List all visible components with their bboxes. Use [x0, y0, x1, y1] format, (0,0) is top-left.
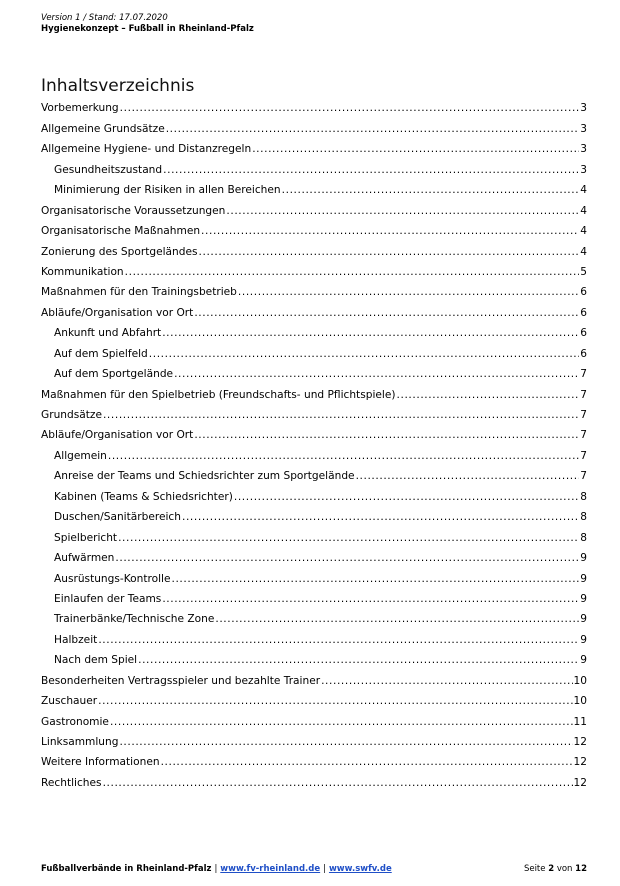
- toc-entry-title: Auf dem Spielfeld: [54, 347, 148, 360]
- toc-leader-dots: [118, 532, 579, 545]
- toc-entry[interactable]: [41, 95, 587, 115]
- toc-entry-title: Aufwärmen: [54, 552, 115, 565]
- toc-entry-title: Abläufe/Organisation vor Ort: [41, 306, 194, 319]
- toc-leader-dots: [234, 491, 579, 504]
- toc-leader-dots: [194, 429, 579, 442]
- toc-entry-page: 4: [580, 225, 587, 238]
- toc-entry[interactable]: [41, 177, 587, 197]
- toc-entry-page: 4: [580, 204, 587, 217]
- toc-leader-dots: [199, 246, 580, 259]
- toc-leader-dots: [174, 368, 579, 381]
- toc-entry-page: 9: [580, 613, 587, 626]
- toc-entry[interactable]: [41, 320, 587, 340]
- toc-leader-dots: [166, 123, 580, 136]
- toc-entry-page: 11: [573, 715, 587, 728]
- toc-entry[interactable]: [41, 136, 587, 156]
- toc-entry-page: 3: [580, 163, 587, 176]
- page-of: von: [556, 864, 573, 874]
- toc-entry-page: 4: [580, 184, 587, 197]
- toc-entry[interactable]: [41, 565, 587, 585]
- page-footer: [41, 864, 587, 875]
- toc-entry-title: Ausrüstungs-Kontrolle: [54, 572, 171, 585]
- table-of-contents: [41, 95, 587, 790]
- toc-entry-title: Maßnahmen für den Trainingsbetrieb: [41, 286, 237, 299]
- toc-entry-page: 12: [573, 776, 587, 789]
- toc-leader-dots: [201, 225, 579, 238]
- toc-entry-page: 9: [580, 633, 587, 646]
- toc-leader-dots: [226, 205, 579, 218]
- toc-entry-page: 6: [580, 306, 587, 319]
- toc-entry[interactable]: [41, 524, 587, 544]
- toc-leader-dots: [163, 164, 579, 177]
- toc-entry-title: Kabinen (Teams & Schiedsrichter): [54, 490, 233, 503]
- toc-entry-title: Weitere Informationen: [41, 756, 160, 769]
- toc-entry[interactable]: [41, 708, 587, 728]
- toc-entry[interactable]: [41, 688, 587, 708]
- toc-entry-page: 3: [580, 143, 587, 156]
- toc-leader-dots: [125, 266, 580, 279]
- toc-entry[interactable]: [41, 545, 587, 565]
- footer-link-swfv[interactable]: www.swfv.de: [328, 864, 392, 874]
- toc-entry[interactable]: [41, 361, 587, 381]
- toc-leader-dots: [119, 736, 572, 749]
- toc-leader-dots: [98, 695, 572, 708]
- footer-separator: |: [323, 864, 326, 874]
- toc-entry[interactable]: [41, 463, 587, 483]
- toc-entry-page: 7: [580, 470, 587, 483]
- toc-entry[interactable]: [41, 769, 587, 789]
- toc-entry[interactable]: [41, 647, 587, 667]
- toc-entry-title: Organisatorische Voraussetzungen: [41, 204, 226, 217]
- toc-entry-title: Zuschauer: [41, 695, 98, 708]
- toc-entry-page: 8: [580, 490, 587, 503]
- toc-entry-title: Abläufe/Organisation vor Ort: [41, 429, 194, 442]
- toc-leader-dots: [194, 307, 579, 320]
- toc-entry-title: Minimierung der Risiken in allen Bereichen: [54, 184, 281, 197]
- toc-entry[interactable]: [41, 402, 587, 422]
- footer-separator: |: [214, 864, 218, 874]
- toc-leader-dots: [103, 409, 579, 422]
- toc-leader-dots: [182, 511, 579, 524]
- toc-leader-dots: [103, 777, 573, 790]
- toc-entry-title: Halbzeit: [54, 633, 98, 646]
- toc-entry-page: 9: [580, 654, 587, 667]
- toc-entry[interactable]: [41, 299, 587, 319]
- toc-entry-page: 7: [580, 449, 587, 462]
- toc-entry-title: Duschen/Sanitärbereich: [54, 511, 181, 524]
- toc-entry-page: 9: [580, 572, 587, 585]
- toc-entry[interactable]: [41, 504, 587, 524]
- document-title: Hygienekonzept – Fußball in Rheinland-Pfalz: [41, 24, 254, 34]
- toc-entry[interactable]: [41, 156, 587, 176]
- page-current: 2: [548, 864, 555, 874]
- toc-entry-title: Organisatorische Maßnahmen: [41, 225, 201, 238]
- toc-leader-dots: [356, 470, 580, 483]
- version-stamp: Version 1 / Stand: 17.07.2020: [41, 13, 168, 23]
- toc-entry-page: 8: [580, 531, 587, 544]
- toc-entry-page: 9: [580, 592, 587, 605]
- toc-entry[interactable]: [41, 442, 587, 462]
- page-total: 12: [575, 864, 587, 874]
- toc-entry-title: Rechtliches: [41, 776, 102, 789]
- toc-heading: Inhaltsverzeichnis: [41, 76, 195, 96]
- toc-entry-page: 12: [573, 756, 587, 769]
- toc-entry-title: Zonierung des Sportgeländes: [41, 245, 198, 258]
- toc-entry-title: Ankunft und Abfahrt: [54, 327, 162, 340]
- toc-leader-dots: [110, 716, 573, 729]
- toc-entry-title: Auf dem Sportgelände: [54, 368, 174, 381]
- toc-leader-dots: [161, 756, 573, 769]
- toc-entry-title: Grundsätze: [41, 409, 102, 421]
- toc-entry-page: 7: [580, 429, 587, 442]
- toc-leader-dots: [238, 286, 579, 299]
- toc-entry-page: 3: [580, 102, 587, 115]
- page-prefix: Seite: [523, 864, 546, 874]
- toc-entry-title: Anreise der Teams und Schiedsrichter zum Sportgelände: [54, 470, 355, 483]
- toc-entry-title: Linksammlung: [41, 736, 119, 748]
- toc-entry-title: Kommunikation: [41, 265, 124, 278]
- toc-entry-title: Gesundheitszustand: [54, 163, 163, 176]
- toc-entry-page: 4: [580, 245, 587, 258]
- toc-entry-title: Einlaufen der Teams: [54, 592, 162, 605]
- toc-entry-page: 6: [580, 327, 587, 340]
- toc-leader-dots: [108, 450, 579, 463]
- toc-entry-title: Allgemeine Grundsätze: [41, 122, 165, 135]
- toc-entry[interactable]: [41, 586, 587, 606]
- toc-leader-dots: [120, 102, 580, 115]
- toc-leader-dots: [215, 613, 579, 626]
- toc-entry-title: Vorbemerkung: [41, 102, 119, 115]
- toc-entry-title: Spielbericht: [54, 531, 118, 544]
- footer-link-fv-rheinland[interactable]: www.fv-rheinland.de: [220, 864, 321, 874]
- toc-entry-page: 6: [580, 347, 587, 360]
- toc-entry[interactable]: [41, 218, 587, 238]
- toc-entry-page: 6: [580, 286, 587, 299]
- toc-leader-dots: [321, 675, 572, 688]
- toc-entry-title: Maßnahmen für den Spielbetrieb (Freundschafts- und Pflichtspiele): [41, 388, 396, 401]
- toc-entry-page: 7: [580, 388, 587, 401]
- toc-entry-page: 5: [580, 265, 587, 278]
- toc-entry[interactable]: [41, 422, 587, 442]
- toc-entry-title: Allgemein: [54, 449, 107, 462]
- toc-entry[interactable]: [41, 259, 587, 279]
- page-number: [524, 864, 587, 875]
- toc-entry-title: Besonderheiten Vertragsspieler und bezahlte Trainer: [41, 674, 321, 687]
- toc-entry[interactable]: [41, 340, 587, 360]
- toc-leader-dots: [138, 654, 579, 667]
- toc-entry[interactable]: [41, 729, 587, 749]
- toc-leader-dots: [162, 327, 579, 340]
- toc-entry-page: 10: [573, 695, 587, 708]
- toc-entry-page: 3: [580, 122, 587, 135]
- toc-entry-title: Gastronomie: [41, 715, 109, 728]
- toc-leader-dots: [149, 348, 579, 361]
- toc-entry[interactable]: [41, 238, 587, 258]
- toc-entry[interactable]: [41, 667, 587, 687]
- toc-entry[interactable]: [41, 749, 587, 769]
- toc-entry[interactable]: [41, 626, 587, 646]
- toc-entry[interactable]: [41, 115, 587, 135]
- footer-org-links: [41, 864, 392, 875]
- toc-entry-page: 7: [580, 409, 587, 421]
- toc-entry[interactable]: [41, 197, 587, 217]
- toc-entry-page: 7: [580, 368, 587, 381]
- toc-entry[interactable]: [41, 606, 587, 626]
- toc-entry[interactable]: [41, 381, 587, 401]
- toc-entry-title: Nach dem Spiel: [54, 654, 138, 667]
- toc-entry-title: Allgemeine Hygiene- und Distanzregeln: [41, 143, 252, 156]
- footer-org: Fußballverbände in Rheinland-Pfalz: [41, 864, 212, 874]
- toc-leader-dots: [172, 573, 580, 586]
- toc-leader-dots: [282, 184, 580, 197]
- toc-entry-page: 12: [573, 736, 587, 748]
- toc-entry-page: 10: [573, 674, 587, 687]
- toc-entry-page: 9: [580, 552, 587, 565]
- toc-entry-title: Trainerbänke/Technische Zone: [54, 613, 215, 626]
- toc-entry[interactable]: [41, 279, 587, 299]
- toc-leader-dots: [252, 143, 579, 156]
- toc-leader-dots: [98, 634, 579, 647]
- toc-entry-page: 8: [580, 511, 587, 524]
- toc-leader-dots: [162, 593, 579, 606]
- toc-leader-dots: [397, 389, 580, 402]
- toc-leader-dots: [115, 552, 579, 565]
- toc-entry[interactable]: [41, 483, 587, 503]
- page-header: [41, 13, 254, 35]
